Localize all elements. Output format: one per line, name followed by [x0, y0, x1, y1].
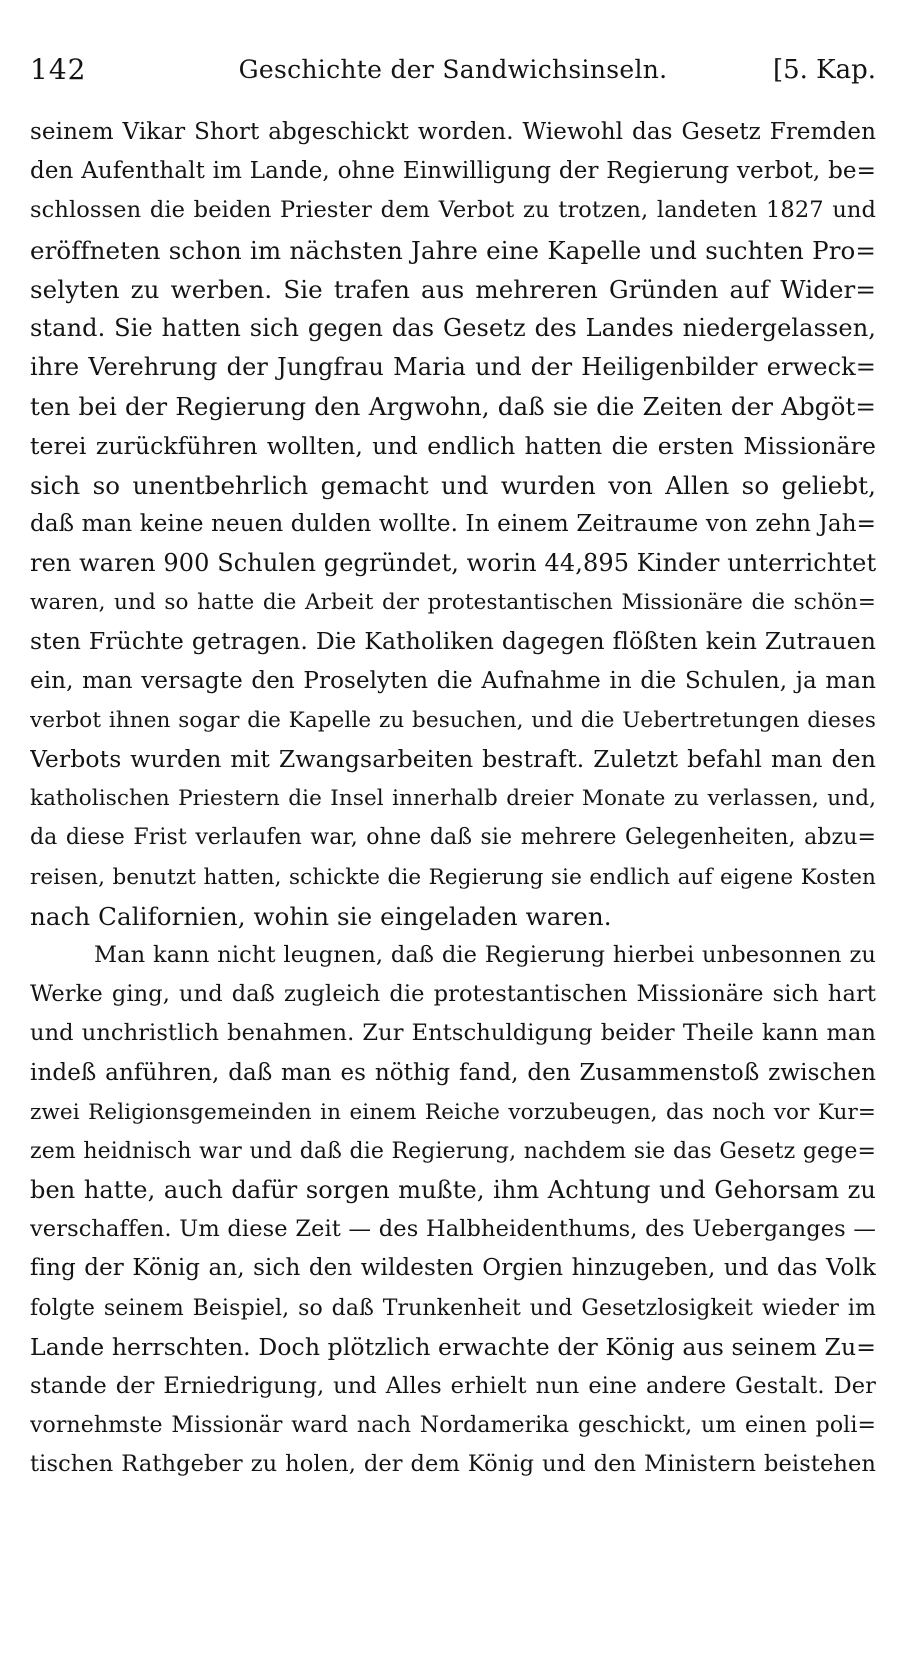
- text-line: den Aufenthalt im Lande, ohne Einwilligung der Regierung verbot, be=: [30, 158, 876, 185]
- text-line: Lande herrschten. Doch plötzlich erwachte der König aus seinem Zu=: [30, 1332, 876, 1361]
- text-line: zem heidnisch war und daß die Regierung, nachdem sie das Gesetz gege=: [30, 1138, 876, 1164]
- text-line: selyten zu werben. Sie trafen aus mehreren Gründen auf Wider=: [30, 274, 876, 304]
- text-line: verbot ihnen sogar die Kapelle zu besuchen, und die Uebertretungen dieses: [30, 707, 876, 733]
- text-line: schlossen die beiden Priester dem Verbot zu trotzen, landeten 1827 und: [30, 197, 876, 224]
- text-line: ein, man versagte den Proselyten die Aufnahme in die Schulen, ja man: [30, 667, 876, 694]
- text-line: eröffneten schon im nächsten Jahre eine Kapelle und suchten Pro=: [30, 235, 876, 265]
- page-number: 142: [30, 53, 87, 86]
- text-line: sich so unentbehrlich gemacht und wurden von Allen so geliebt,: [30, 470, 876, 500]
- chapter-reference: [5. Kap.: [772, 55, 876, 85]
- text-line: Werke ging, und daß zugleich die protestantischen Missionäre sich hart: [30, 981, 876, 1008]
- text-line: Verbots wurden mit Zwangsarbeiten bestraft. Zuletzt befahl man den: [30, 745, 876, 773]
- text-line: seinem Vikar Short abgeschickt worden. Wiewohl das Gesetz Fremden: [30, 119, 876, 145]
- paragraph-end-line: nach Californien, wohin sie eingeladen waren.: [30, 901, 612, 931]
- text-line: ben hatte, auch dafür sorgen mußte, ihm Achtung und Gehorsam zu: [30, 1176, 876, 1205]
- text-line: indeß anführen, daß man es nöthig fand, den Zusammenstoß zwischen: [30, 1059, 876, 1086]
- page-header: [30, 50, 876, 90]
- text-line: daß man keine neuen dulden wollte. In einem Zeitraume von zehn Jah=: [30, 510, 876, 537]
- text-line: ten bei der Regierung den Argwohn, daß sie die Zeiten der Abgöt=: [30, 392, 876, 422]
- text-line: da diese Frist verlaufen war, ohne daß sie mehrere Gelegenheiten, abzu=: [30, 825, 876, 851]
- text-line: zwei Religionsgemeinden in einem Reiche vorzubeugen, das noch vor Kur=: [30, 1099, 876, 1125]
- text-line: sten Früchte getragen. Die Katholiken dagegen flößten kein Zutrauen: [30, 627, 876, 656]
- text-line: terei zurückführen wollten, und endlich hatten die ersten Missionäre: [30, 431, 876, 460]
- text-line: stande der Erniedrigung, und Alles erhielt nun eine andere Gestalt. Der: [30, 1373, 876, 1399]
- text-line: katholischen Priestern die Insel innerhalb dreier Monate zu verlassen, und,: [30, 786, 876, 812]
- text-line: verschaffen. Um diese Zeit — des Halbheidenthums, des Ueberganges —: [30, 1216, 876, 1243]
- text-line: ren waren 900 Schulen gegründet, worin 44,895 Kinder unterrichtet: [30, 549, 876, 578]
- text-line: tischen Rathgeber zu holen, der dem König und den Ministern beistehen: [30, 1451, 876, 1478]
- text-line: reisen, benutzt hatten, schickte die Regierung sie endlich auf eigene Kosten: [30, 864, 876, 890]
- running-title: Geschichte der Sandwichsinseln.: [238, 55, 668, 84]
- text-line: und unchristlich benahmen. Zur Entschuldigung beider Theile kann man: [30, 1020, 876, 1047]
- paragraph-start-line: Man kann nicht leugnen, daß die Regierung hierbei unbesonnen zu: [94, 941, 876, 968]
- text-line: waren, und so hatte die Arbeit der protestantischen Missionäre die schön=: [30, 590, 876, 616]
- text-line: stand. Sie hatten sich gegen das Gesetz des Landes niedergelassen,: [30, 313, 876, 342]
- text-line: ihre Verehrung der Jungfrau Maria und der Heiligenbilder erweck=: [30, 353, 876, 382]
- text-line: vornehmste Missionär ward nach Nordamerika geschickt, um einen poli=: [30, 1413, 876, 1439]
- text-line: folgte seinem Beispiel, so daß Trunkenheit und Gesetzlosigkeit wieder im: [30, 1295, 876, 1321]
- body-text: [30, 113, 876, 1485]
- text-line: fing der König an, sich den wildesten Orgien hinzugeben, und das Volk: [30, 1255, 876, 1282]
